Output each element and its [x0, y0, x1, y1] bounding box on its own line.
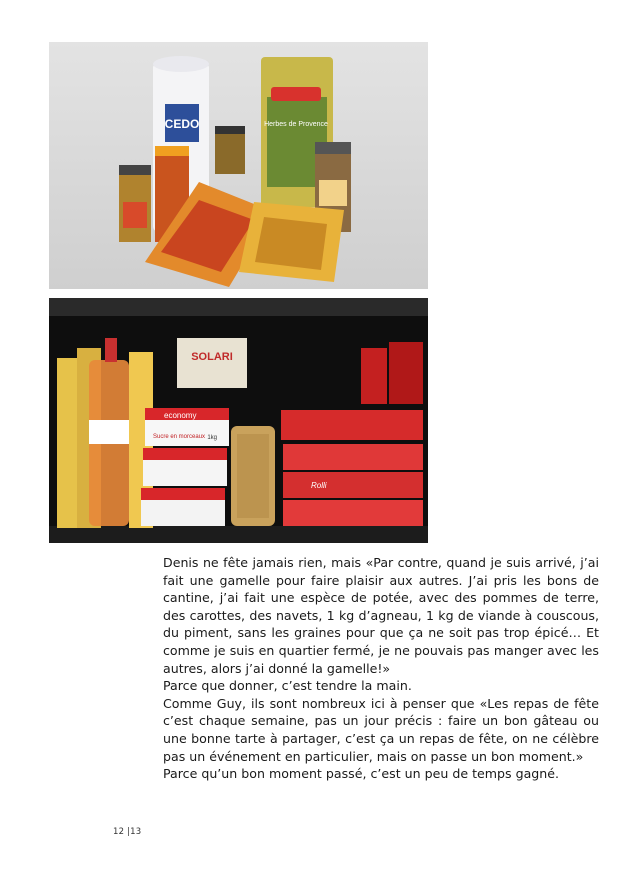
cedo-label: CEDO: [164, 117, 200, 131]
chickpea-bag: [231, 426, 275, 526]
rolli-label: Rolli: [311, 481, 327, 490]
solari-label: SOLARI: [191, 351, 233, 363]
spice-packet-2: [239, 202, 344, 282]
tin-cans: [361, 342, 423, 404]
paragraph: Parce que donner, c’est tendre la main.: [163, 678, 412, 694]
spice-jar-2: [119, 165, 151, 242]
sugar-boxes: [141, 408, 229, 526]
tomato-boxes: [281, 410, 423, 526]
spice-jar-1: [215, 126, 245, 174]
herbes-label: Herbes de Provence: [264, 121, 328, 128]
spices-photo: [49, 42, 428, 289]
body-text: [163, 554, 599, 783]
paragraph: Denis ne fête jamais rien, mais «Par contre, quand je suis arrivé, j’ai fait une gamelle pour faire plaisir aux autres. J’ai pris les bons de cantine, j’ai fait une espèce de potée, avec des pommes de terre, des carottes, des navets, 1 kg d’agneau, 1 kg de viande à couscous, du piment, sans les graines pour que ça ne soit pas trop épicé… Et comme je suis en quartier fermé, je ne pouvais pas manger avec les autres, alors j’ai donné la gamelle!»: [163, 555, 599, 676]
oil-bottles: [57, 338, 153, 528]
economy-label: economy: [164, 411, 197, 420]
solari-box: [177, 338, 247, 388]
weight-label: 1kg: [207, 435, 217, 441]
paragraph: Parce qu’un bon moment passé, c’est un peu de temps gagné.: [163, 766, 560, 782]
page-number: 12 |13: [113, 827, 142, 837]
sugar-label: Sucre en morceaux: [153, 434, 206, 440]
cupboard-photo: [49, 298, 428, 543]
paragraph: Comme Guy, ils sont nombreux ici à penser que «Les repas de fête c’est chaque semaine, pas un jour précis : faire un bon gâteau ou une bonne tarte à partager, c’est ça un repas de fête, on ne célèbre pas un événement en particulier, mais on passe un bon moment.»: [163, 695, 599, 764]
